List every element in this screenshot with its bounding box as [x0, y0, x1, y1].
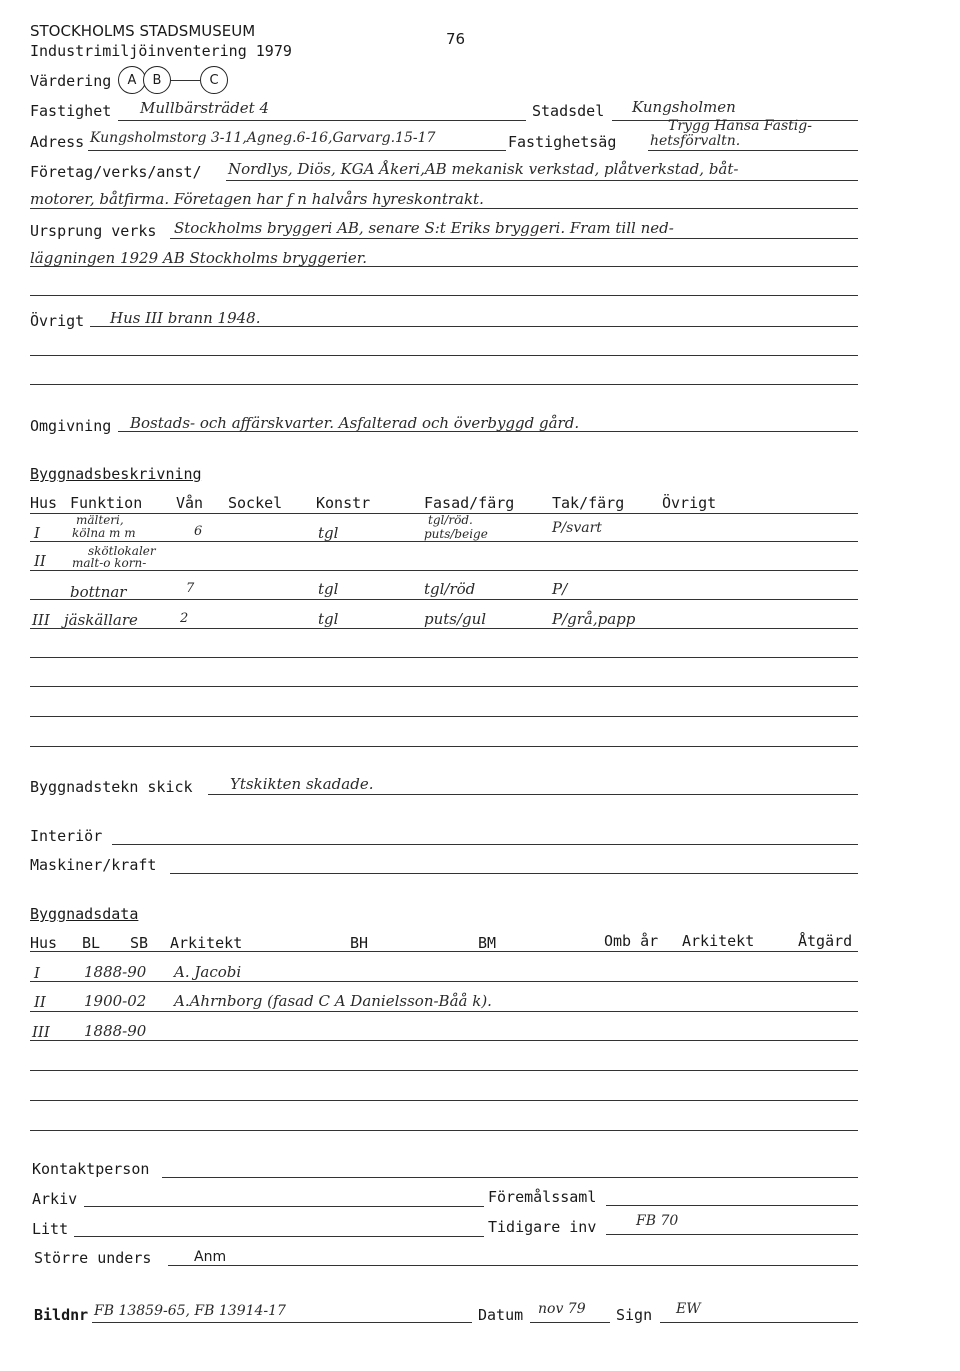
ovrigt-line1 — [90, 326, 858, 327]
bd-row3-years: 1888-90 — [84, 1022, 147, 1040]
bd-col-bl: BL — [82, 934, 101, 952]
bd-col-sb: SB — [130, 934, 149, 952]
foretag-line1 — [226, 180, 858, 181]
table-empty-line1 — [30, 657, 858, 658]
row1-fasad-bottom: puts/beige — [424, 527, 488, 541]
bd-row3-line — [30, 1040, 858, 1041]
storre-value: Anm — [194, 1249, 227, 1265]
bd-header-line — [30, 951, 858, 952]
ovrigt-label: Övrigt — [30, 312, 85, 330]
bd-col-atgard: Åtgärd — [798, 932, 853, 950]
bd-col-bm: BM — [478, 934, 497, 952]
foretag-label: Företag/verks/anst/ — [30, 163, 202, 181]
col-konstr: Konstr — [316, 494, 371, 512]
row1-line — [30, 541, 858, 542]
datum-label: Datum — [478, 1306, 524, 1324]
foretag-value-line2: motorer, båtfirma. Företagen har f n halvårs hyreskontrakt. — [30, 190, 484, 208]
col-hus: Hus — [30, 494, 58, 512]
row1-funktion-bottom: kölna m m — [72, 526, 136, 540]
owner-label: Fastighetsäg — [508, 133, 617, 151]
owner-value-line2: hetsförvaltn. — [650, 133, 741, 149]
sign-label: Sign — [616, 1306, 653, 1324]
fastighet-label: Fastighet — [30, 102, 112, 120]
row1-funktion-top: mälteri, — [76, 513, 124, 527]
col-fasad: Fasad/färg — [424, 494, 515, 512]
fastighet-value: Mullbärsträdet 4 — [140, 99, 269, 117]
arkiv-line — [84, 1206, 484, 1207]
adress-line — [88, 150, 506, 151]
table-empty-line2 — [30, 686, 858, 687]
storre-line — [168, 1265, 858, 1266]
row1-van: 6 — [194, 524, 203, 539]
bd-row2-hus: II — [34, 993, 46, 1011]
row3-van: 7 — [186, 581, 195, 596]
row4-line — [30, 628, 858, 629]
bd-row1-years: 1888-90 — [84, 963, 147, 981]
museum-name: STOCKHOLMS STADSMUSEUM — [30, 22, 256, 40]
fastighet-line — [118, 120, 526, 121]
foretag-value-line1: Nordlys, Diös, KGA Åkeri,AB mekanisk verkstad, plåtverkstad, båt- — [228, 160, 739, 178]
ursprung-label: Ursprung verks — [30, 222, 157, 240]
bd-row1-hus: I — [34, 964, 40, 982]
tidigare-line — [606, 1234, 858, 1235]
grade-connector — [171, 80, 201, 81]
bd-row2-years: 1900-02 — [84, 992, 147, 1010]
row4-konstr: tgl — [318, 610, 339, 628]
machines-line — [170, 873, 858, 874]
bd-row3-hus: III — [32, 1023, 50, 1041]
sign-line — [660, 1322, 858, 1323]
tidigare-label: Tidigare inv — [488, 1218, 597, 1236]
building-description-heading: Byggnadsbeskrivning — [30, 465, 202, 483]
row1-fasad-top: tgl/röd. — [428, 513, 473, 527]
col-ovrigt: Övrigt — [662, 494, 717, 512]
owner-line — [648, 150, 858, 151]
ursprung-value-line1: Stockholms bryggeri AB, senare S:t Eriks bryggeri. Fram till ned- — [174, 219, 674, 237]
stadsdel-value: Kungsholmen — [632, 98, 736, 116]
skick-value: Ytskikten skadade. — [230, 775, 374, 793]
bd-empty-line3 — [30, 1130, 858, 1131]
bd-row2-line — [30, 1011, 858, 1012]
ursprung-line2 — [30, 266, 858, 267]
table-empty-line4 — [30, 746, 858, 747]
row3-konstr: tgl — [318, 580, 339, 598]
row4-tak: P/grå,papp — [552, 610, 636, 628]
valuation-label: Värdering — [30, 72, 112, 90]
inventory-title: Industrimiljöinventering 1979 — [30, 42, 292, 60]
bildnr-label: Bildnr — [34, 1306, 89, 1324]
litt-line — [74, 1236, 484, 1237]
bd-row1-line — [30, 981, 858, 982]
bd-row1-architect: A. Jacobi — [174, 963, 242, 981]
row2-funktion-bottom: malt-o korn- — [72, 556, 147, 570]
page-number: 76 — [446, 30, 466, 48]
row4-hus: III — [32, 611, 50, 629]
adress-value: Kungsholmstorg 3-11,Agneg.6-16,Garvarg.15-17 — [90, 130, 436, 146]
bd-row2-architect: A.Ahrnborg (fasad C A Danielsson-Båå k). — [174, 992, 492, 1010]
row1-tak: P/svart — [552, 520, 602, 536]
skick-line — [208, 794, 858, 795]
table-empty-line3 — [30, 716, 858, 717]
bd-empty-line1 — [30, 1070, 858, 1071]
grade-c-circle: C — [200, 66, 228, 94]
skick-label: Byggnadstekn skick — [30, 778, 193, 796]
tidigare-value: FB 70 — [636, 1213, 679, 1229]
storre-label: Större unders — [34, 1249, 152, 1267]
interior-line — [112, 844, 858, 845]
ursprung-value-line2: läggningen 1929 AB Stockholms bryggerier. — [30, 249, 368, 267]
stadsdel-label: Stadsdel — [532, 102, 605, 120]
bd-col-omb: Omb år — [604, 932, 659, 950]
row3-line — [30, 599, 858, 600]
bd-empty-line2 — [30, 1100, 858, 1101]
omgivning-line — [118, 431, 858, 432]
row3-fasad: tgl/röd — [424, 580, 476, 598]
foremal-label: Föremålssaml — [488, 1188, 597, 1206]
col-van: Vån — [176, 494, 204, 512]
col-sockel: Sockel — [228, 494, 283, 512]
machines-label: Maskiner/kraft — [30, 856, 157, 874]
bd-col-bh: BH — [350, 934, 369, 952]
kontakt-line — [162, 1177, 858, 1178]
kontakt-label: Kontaktperson — [32, 1160, 150, 1178]
foremal-line — [606, 1205, 858, 1206]
row4-fasad: puts/gul — [424, 610, 487, 628]
grade-a-circle: A — [118, 66, 146, 94]
adress-label: Adress — [30, 133, 85, 151]
interior-label: Interiör — [30, 827, 103, 845]
grade-b-circle: B — [143, 66, 171, 94]
owner-value-line1: Trygg Hansa Fastig- — [668, 118, 812, 134]
datum-line — [530, 1322, 610, 1323]
building-data-heading: Byggnadsdata — [30, 905, 139, 923]
sign-value: EW — [676, 1301, 701, 1317]
bd-col-arkitekt2: Arkitekt — [682, 932, 755, 950]
col-funktion: Funktion — [70, 494, 143, 512]
ursprung-line1 — [170, 238, 858, 239]
row3-tak: P/ — [552, 580, 568, 598]
ovrigt-line3 — [30, 384, 858, 385]
omgivning-value: Bostads- och affärskvarter. Asfalterad och överbyggd gård. — [130, 414, 580, 432]
ursprung-line3 — [30, 295, 858, 296]
ovrigt-line2 — [30, 355, 858, 356]
litt-label: Litt — [32, 1220, 69, 1238]
row1-konstr: tgl — [318, 524, 339, 542]
row4-funktion: jäskällare — [64, 611, 138, 629]
row2-funktion-top: skötlokaler — [88, 544, 156, 558]
row4-van: 2 — [180, 611, 189, 626]
bd-col-hus: Hus — [30, 934, 58, 952]
omgivning-label: Omgivning — [30, 417, 112, 435]
arkiv-label: Arkiv — [32, 1190, 78, 1208]
row3-funktion: bottnar — [70, 583, 127, 601]
row2-line — [30, 570, 858, 571]
bildnr-value: FB 13859-65, FB 13914-17 — [94, 1303, 286, 1319]
col-tak: Tak/färg — [552, 494, 625, 512]
row1-hus: I — [34, 524, 40, 542]
ovrigt-value: Hus III brann 1948. — [110, 309, 261, 327]
bildnr-line — [92, 1322, 472, 1323]
foretag-line2 — [30, 208, 858, 209]
row2-hus: II — [34, 552, 46, 570]
datum-value: nov 79 — [538, 1301, 586, 1317]
bd-col-arkitekt: Arkitekt — [170, 934, 243, 952]
